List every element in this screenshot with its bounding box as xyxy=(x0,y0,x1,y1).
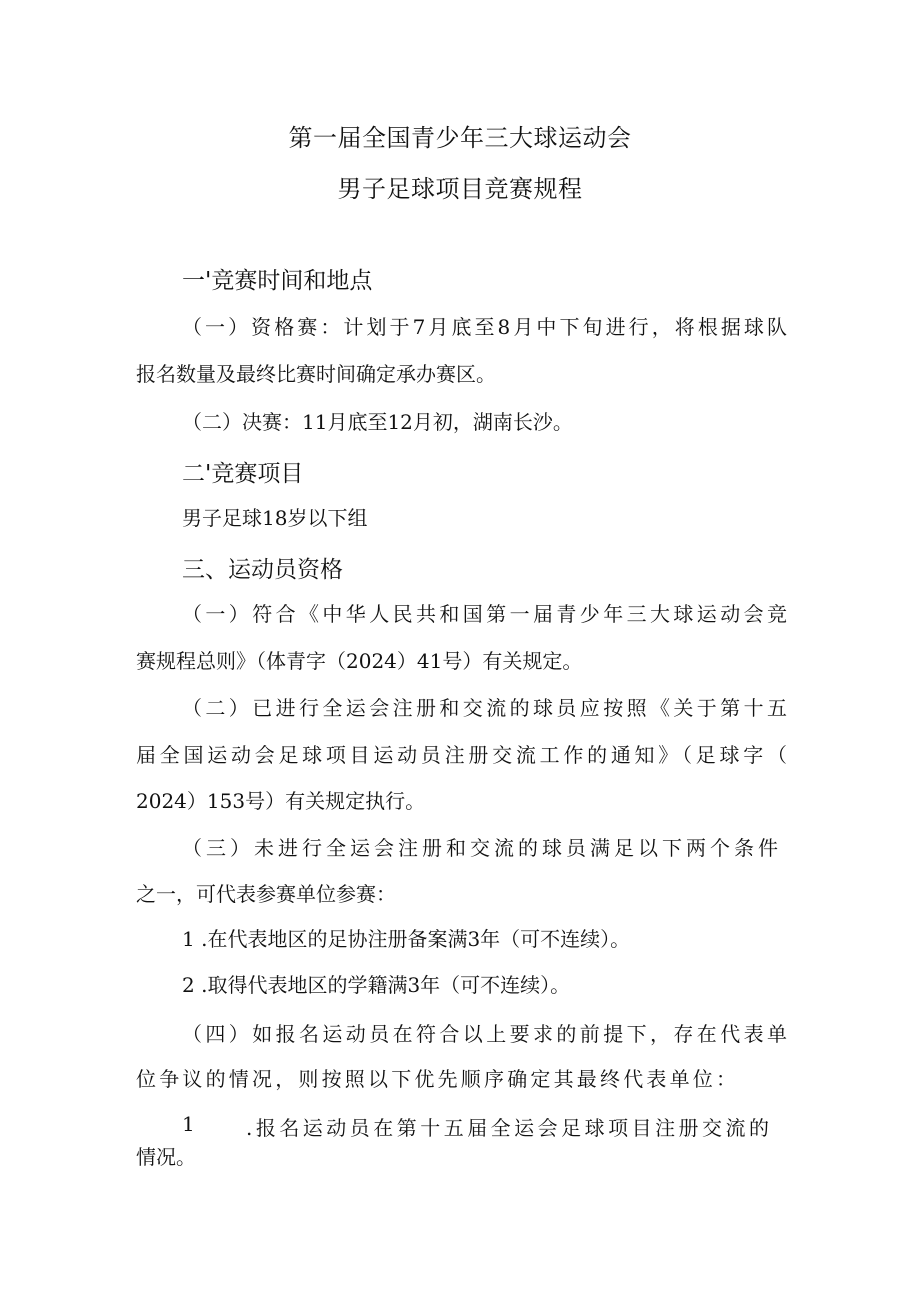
paragraph-text: （三）未进行全运会注册和交流的球员满足以下两个条件 xyxy=(182,836,778,860)
list-item-number: 1 xyxy=(182,1112,195,1136)
document-title-line1: 第一届全国青少年三大球运动会 xyxy=(288,124,632,152)
list-item: 1 .在代表地区的足协注册备案满3年（可不连续）。 xyxy=(182,927,631,951)
section-heading-event: 二'竞赛项目 xyxy=(182,461,304,487)
paragraph-line: 赛规程总则》（体青字（2024）41号）有关规定。 xyxy=(136,649,583,673)
paragraph-line xyxy=(182,311,787,340)
paragraph-text: .报名运动员在第十五届全运会足球项目注册交流的 xyxy=(246,1116,769,1140)
paragraph-text: （一）资格赛：计划于7月底至8月中下旬进行，将根据球队 xyxy=(182,315,787,339)
list-item: 2 .取得代表地区的学籍满3年（可不连续）。 xyxy=(182,973,571,997)
section-heading-time-place: 一'竞赛时间和地点 xyxy=(182,268,373,294)
paragraph-text: （二）已进行全运会注册和交流的球员应按照《关于第十五 xyxy=(182,696,787,720)
paragraph-line xyxy=(182,1018,787,1047)
paragraph-line xyxy=(136,739,787,768)
paragraph-line xyxy=(182,832,778,861)
paragraph-line: 2024）153号）有关规定执行。 xyxy=(136,789,426,813)
paragraph-line: 之一，可代表参赛单位参赛： xyxy=(136,882,396,906)
paragraph-text: （一）符合《中华人民共和国第一届青少年三大球运动会竞 xyxy=(182,602,787,626)
paragraph-text: （四）如报名运动员在符合以上要求的前提下，存在代表单 xyxy=(182,1022,787,1046)
paragraph-line: （二）决赛：11月底至12月初，湖南长沙。 xyxy=(182,410,573,434)
section-heading-eligibility: 三、运动员资格 xyxy=(182,557,343,583)
paragraph-line: 男子足球18岁以下组 xyxy=(182,506,368,530)
paragraph-line xyxy=(182,598,787,627)
paragraph-line: 报名数量及最终比赛时间确定承办赛区。 xyxy=(136,362,496,386)
document-title-line2: 男子足球项目竞赛规程 xyxy=(337,175,583,203)
list-item xyxy=(246,1112,769,1141)
paragraph-text: 届全国运动会足球项目运动员注册交流工作的通知》（足球字（ xyxy=(136,743,787,767)
paragraph-text: 位争议的情况，则按照以下优先顺序确定其最终代表单位： xyxy=(136,1067,736,1091)
paragraph-line xyxy=(182,692,787,721)
paragraph-line xyxy=(136,1063,736,1092)
paragraph-line: 情况。 xyxy=(136,1145,196,1169)
